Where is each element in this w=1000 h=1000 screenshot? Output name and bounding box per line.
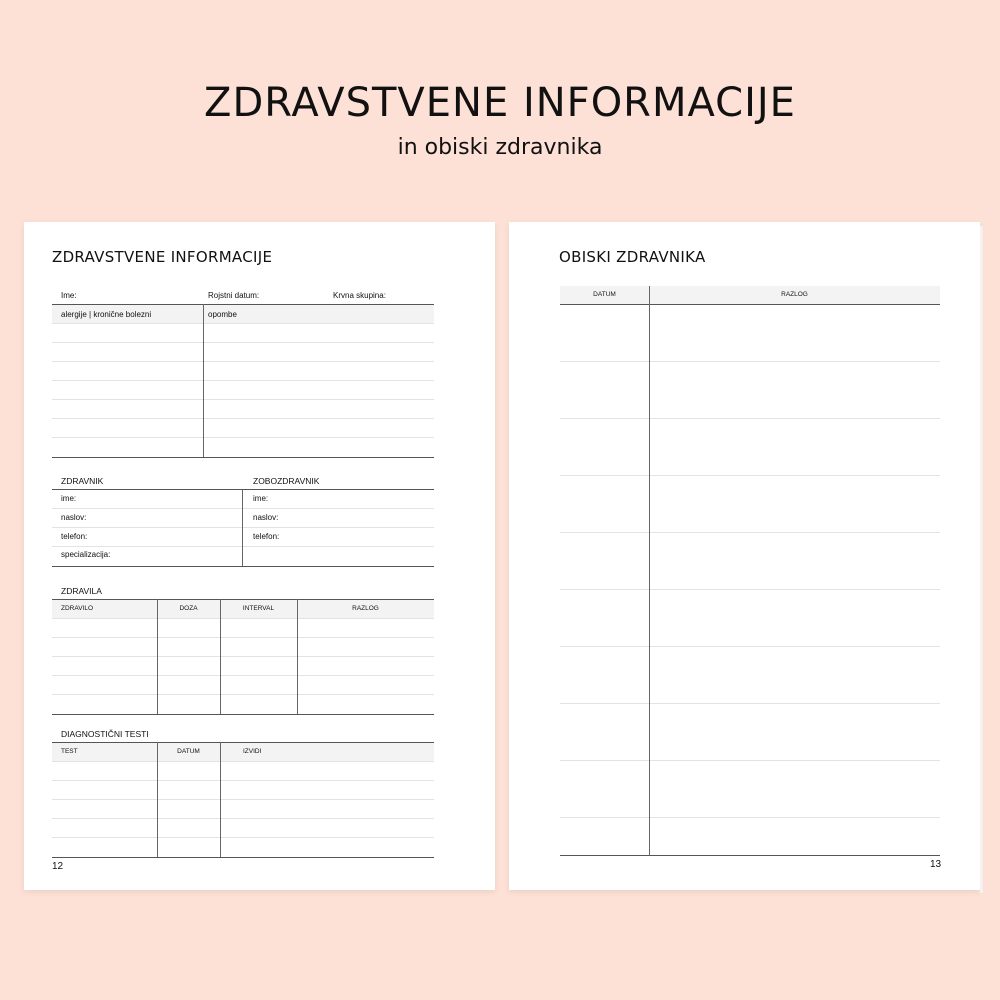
- doctor-phone-label: telefon:: [61, 532, 88, 541]
- results-column-header: IZVIDI: [243, 748, 262, 755]
- page-number: 13: [930, 859, 942, 870]
- dentist-phone-label: telefon:: [253, 532, 280, 541]
- hero-title: ZDRAVSTVENE INFORMACIJE: [204, 80, 796, 126]
- reason-column-header: RAZLOG: [352, 605, 379, 612]
- medications-title: ZDRAVILA: [61, 586, 102, 596]
- doctor-address-label: naslov:: [61, 513, 87, 522]
- doctor-name-label: ime:: [61, 494, 77, 503]
- dentist-address-label: naslov:: [253, 513, 279, 522]
- date-column-header: DATUM: [177, 748, 200, 755]
- birth-date-label: Rojstni datum:: [208, 291, 260, 300]
- dentist-title: ZOBOZDRAVNIK: [253, 476, 320, 486]
- hero-subtitle: in obiski zdravnika: [397, 135, 603, 160]
- doctor-specialization-label: specializacija:: [61, 550, 111, 559]
- page-title: ZDRAVSTVENE INFORMACIJE: [52, 248, 273, 266]
- interval-column-header: INTERVAL: [242, 605, 275, 612]
- doctor-title: ZDRAVNIK: [61, 476, 104, 486]
- dose-column-header: DOZA: [179, 605, 198, 612]
- name-label: Ime:: [61, 291, 77, 300]
- medication-column-header: ZDRAVILO: [61, 605, 94, 612]
- tests-title: DIAGNOSTIČNI TESTI: [61, 729, 149, 739]
- visit-reason-column-header: RAZLOG: [781, 291, 808, 298]
- test-column-header: TEST: [61, 748, 78, 755]
- notes-label: opombe: [208, 310, 237, 319]
- page-title: OBISKI ZDRAVNIKA: [559, 248, 706, 266]
- dentist-name-label: ime:: [253, 494, 269, 503]
- visit-date-column-header: DATUM: [593, 291, 616, 298]
- page-number: 12: [52, 861, 64, 872]
- allergies-label: alergije | kronične bolezni: [61, 310, 152, 319]
- health-info-page: [24, 222, 495, 890]
- doctor-visits-page: [509, 222, 980, 890]
- blood-type-label: Krvna skupina:: [333, 291, 386, 300]
